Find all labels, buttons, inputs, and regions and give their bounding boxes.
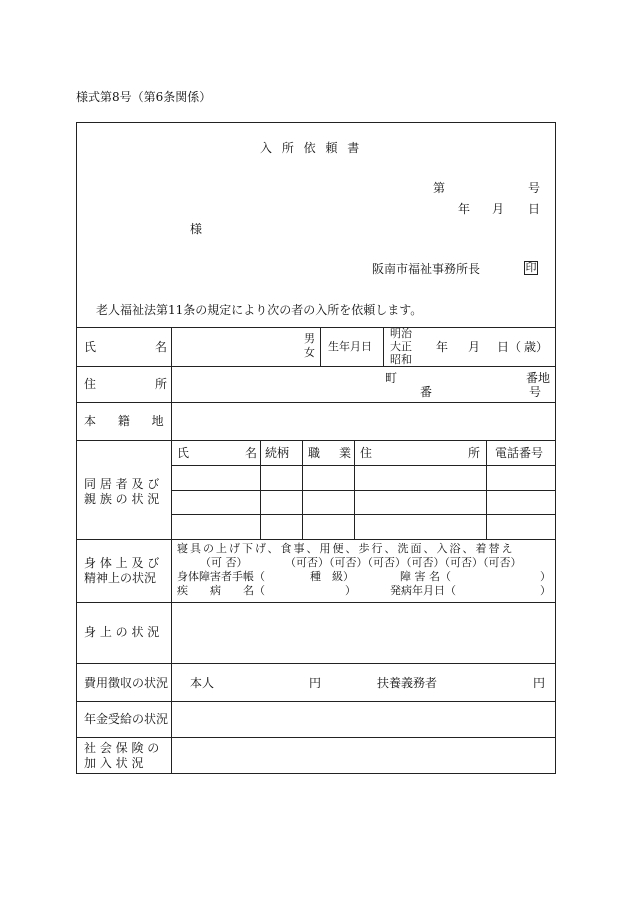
onset-label: 発病年月日（ <box>390 584 456 597</box>
label-column-line <box>171 327 172 774</box>
household-line <box>171 514 556 515</box>
date-year: 年 <box>458 202 471 216</box>
honseki-label: 本 籍 地 <box>84 414 164 428</box>
household-label-2: 親 族 の 状 況 <box>84 492 160 506</box>
col-name-mei: 名 <box>245 446 258 460</box>
seal-box: 印 <box>525 261 537 274</box>
personal-label: 身 上 の 状 況 <box>84 625 160 639</box>
birth-month: 月 <box>468 340 481 354</box>
number-prefix: 第 <box>433 181 446 195</box>
adl-first: （可 否） <box>200 556 248 569</box>
col-address-2: 所 <box>468 446 481 460</box>
address-go: 号 <box>529 385 542 399</box>
household-col-line <box>302 440 303 539</box>
row-divider <box>76 737 556 738</box>
disease-label: 疾 病 名（ <box>177 584 265 597</box>
issuer-name: 阪南市福祉事務所長 <box>372 262 481 276</box>
form-number: 様式第8号（第6条関係） <box>76 90 212 104</box>
physical-label-1: 身 体 上 及 び <box>84 556 160 570</box>
name-label-shi: 氏 <box>84 340 97 354</box>
form-title: 入 所 依 頼 書 <box>260 141 360 155</box>
age: 歳） <box>524 340 549 354</box>
name-label-mei: 名 <box>155 340 168 354</box>
row-divider <box>76 366 556 367</box>
cost-self: 本人 <box>190 676 215 690</box>
physical-label-2: 精神上の状況 <box>84 571 157 585</box>
birth-year: 年 <box>436 340 449 354</box>
household-line <box>171 465 556 466</box>
col-relation: 続柄 <box>265 446 290 460</box>
household-col-line <box>354 440 355 539</box>
cost-supporter: 扶養義務者 <box>377 676 438 690</box>
cost-yen-2: 円 <box>533 676 546 690</box>
number-suffix: 号 <box>528 181 541 195</box>
addressee-suffix: 様 <box>190 222 203 236</box>
household-col-line <box>486 440 487 539</box>
col-address-1: 住 <box>360 446 373 460</box>
household-line <box>171 490 556 491</box>
col-name-shi: 氏 <box>177 446 190 460</box>
insurance-label-2: 加 入 状 況 <box>84 756 144 770</box>
cost-yen-1: 円 <box>309 676 322 690</box>
era-taisho: 大正 <box>390 340 412 353</box>
pension-label: 年金受給の状況 <box>84 712 169 726</box>
col-phone: 電話番号 <box>495 446 544 460</box>
date-day: 日 <box>528 202 541 216</box>
sex-female: 女 <box>304 346 315 359</box>
address-label-sho: 所 <box>155 377 168 391</box>
col-job-2: 業 <box>339 446 352 460</box>
household-col-line <box>260 440 261 539</box>
row-divider <box>76 701 556 702</box>
address-cho: 町 <box>385 371 398 385</box>
sex-male: 男 <box>304 332 315 345</box>
address-ban: 番 <box>420 385 433 399</box>
handbook-class: 種 級） <box>310 570 354 583</box>
birth-label: 生年月日 <box>328 340 372 353</box>
era-showa: 昭和 <box>390 353 412 366</box>
birth-day: 日（ <box>497 340 522 354</box>
col-job-1: 職 <box>308 446 321 460</box>
row-divider <box>76 402 556 403</box>
address-banchi: 番地 <box>526 371 551 385</box>
address-label-ju: 住 <box>84 377 97 391</box>
request-text: 老人福祉法第11条の規定により次の者の入所を依頼します。 <box>96 303 423 317</box>
row-divider <box>76 440 556 441</box>
disease-close: ） <box>345 584 356 597</box>
cost-label: 費用徴収の状況 <box>84 676 169 690</box>
row-divider <box>76 602 556 603</box>
sex-divider <box>320 327 321 366</box>
row-divider <box>76 663 556 664</box>
adl-rest: （可否）（可否）（可否）（可否）（可否）（可否） <box>285 556 522 569</box>
onset-close: ） <box>540 584 551 597</box>
household-label-1: 同 居 者 及 び <box>84 477 160 491</box>
birth-divider <box>383 327 384 366</box>
disability-name-label: 障 害 名（ <box>400 570 451 583</box>
disability-close: ） <box>540 570 551 583</box>
adl-items: 寝具の上げ下げ、食事、用便、歩行、洗面、入浴、着替え <box>177 542 515 555</box>
date-month: 月 <box>492 202 505 216</box>
row-divider <box>76 327 556 328</box>
era-meiji: 明治 <box>390 327 412 340</box>
insurance-label-1: 社 会 保 険 の <box>84 741 160 755</box>
row-divider <box>76 539 556 540</box>
handbook-label: 身体障害者手帳（ <box>177 570 265 583</box>
